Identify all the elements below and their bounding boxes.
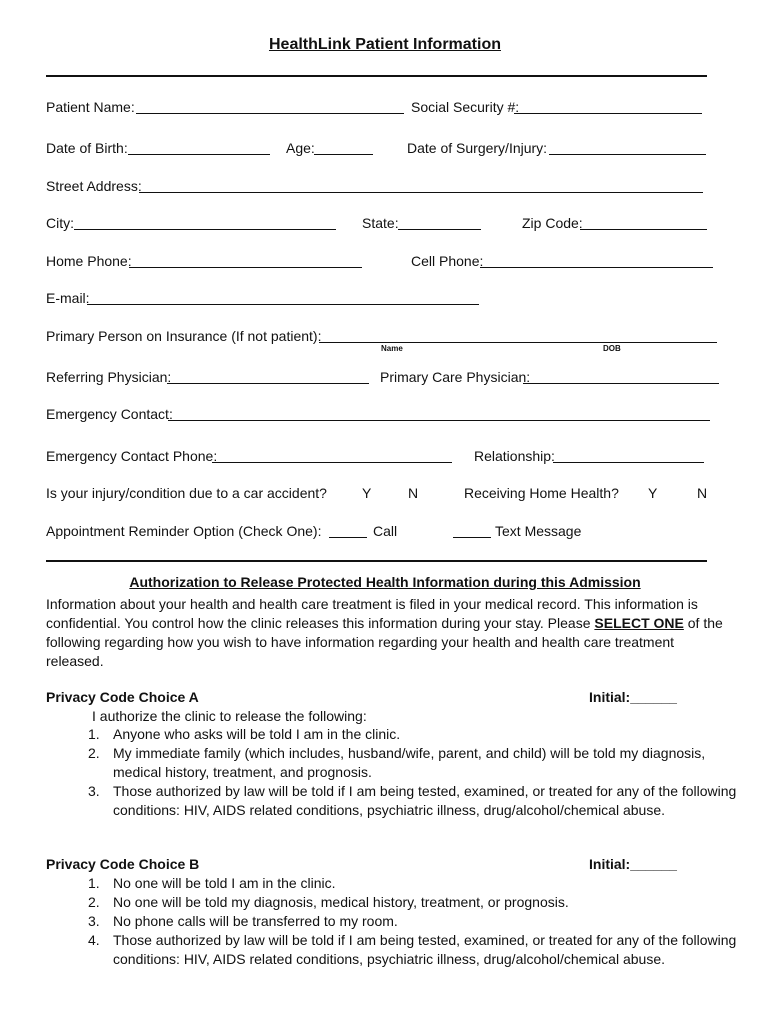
list-text: Those authorized by law will be told if I am being tested, examined, or treated for any of the following conditions: HIV, AIDS related conditions, psychiatric illness, drug/alcohol/chemical abuse.	[113, 783, 737, 818]
top-divider	[46, 75, 707, 77]
text-message-option-label: Text Message	[495, 523, 582, 539]
list-text: No phone calls will be transferred to my room.	[113, 913, 398, 929]
street-field[interactable]	[139, 192, 703, 193]
referring-physician-field[interactable]	[167, 383, 369, 384]
relationship-label: Relationship:	[474, 448, 555, 464]
email-field[interactable]	[87, 304, 479, 305]
emergency-contact-label: Emergency Contact:	[46, 406, 173, 422]
list-number: 1.	[88, 875, 100, 891]
list-item	[88, 874, 738, 893]
home-health-question: Receiving Home Health?	[464, 485, 619, 501]
date-surgery-field[interactable]	[549, 154, 706, 155]
primary-insurance-label: Primary Person on Insurance (If not patient):	[46, 328, 322, 344]
primary-care-label: Primary Care Physician:	[380, 369, 531, 385]
choice-a-list	[88, 725, 738, 820]
home-health-yes[interactable]: Y	[648, 485, 658, 501]
home-phone-label: Home Phone:	[46, 253, 132, 269]
list-text: No one will be told I am in the clinic.	[113, 875, 336, 891]
list-number: 2.	[88, 894, 100, 910]
call-checkbox[interactable]	[329, 537, 367, 538]
home-phone-field[interactable]	[129, 267, 362, 268]
list-text: Those authorized by law will be told if I am being tested, examined, or treated for any of the following conditions: HIV, AIDS related conditions, psychiatric illness, drug/alcohol/chemical abuse.	[113, 932, 737, 967]
age-label: Age:	[286, 140, 315, 156]
emergency-phone-field[interactable]	[212, 462, 452, 463]
authorization-title: Authorization to Release Protected Health Information during this Admission	[129, 574, 641, 590]
select-one-emphasis: SELECT ONE	[594, 615, 684, 631]
call-option-label: Call	[373, 523, 398, 539]
state-label: State:	[362, 215, 399, 231]
insurance-dob-sublabel: DOB	[603, 344, 621, 353]
ssn-label: Social Security #:	[411, 99, 520, 115]
zip-label: Zip Code:	[522, 215, 583, 231]
choice-b-list	[88, 874, 738, 969]
intro-text-1: Information about your health and health care treatment is filed in your medical record. This information is confidential. You control how the clinic releases this information during your stay. Please	[46, 596, 698, 631]
ssn-field[interactable]	[514, 113, 702, 114]
age-field[interactable]	[314, 154, 373, 155]
emergency-phone-label: Emergency Contact Phone:	[46, 448, 218, 464]
zip-field[interactable]	[580, 229, 707, 230]
email-label: E-mail:	[46, 290, 90, 306]
emergency-contact-field[interactable]	[168, 420, 710, 421]
city-field[interactable]	[74, 229, 336, 230]
page-title: HealthLink Patient Information	[268, 36, 501, 53]
list-number: 1.	[88, 726, 100, 742]
cell-phone-label: Cell Phone:	[411, 253, 484, 269]
insurance-name-sublabel: Name	[381, 344, 403, 353]
reminder-label: Appointment Reminder Option (Check One):	[46, 523, 322, 539]
choice-a-heading: Privacy Code Choice A	[46, 689, 199, 705]
list-number: 4.	[88, 932, 100, 948]
choice-b-initial[interactable]: Initial:______	[589, 856, 677, 872]
list-item	[88, 782, 738, 820]
list-text: No one will be told my diagnosis, medical history, treatment, or prognosis.	[113, 894, 569, 910]
intro-text-2: of the following regarding how you wish to have information regarding your health and health care treatment released.	[46, 615, 723, 669]
car-accident-yes[interactable]: Y	[362, 485, 372, 501]
cell-phone-field[interactable]	[480, 267, 713, 268]
text-message-checkbox[interactable]	[453, 537, 491, 538]
list-item	[88, 931, 738, 969]
list-text: Anyone who asks will be told I am in the clinic.	[113, 726, 401, 742]
list-number: 2.	[88, 745, 100, 761]
state-field[interactable]	[398, 229, 481, 230]
car-accident-question: Is your injury/condition due to a car accident?	[46, 485, 327, 501]
car-accident-no[interactable]: N	[408, 485, 419, 501]
primary-care-field[interactable]	[523, 383, 719, 384]
primary-insurance-field[interactable]	[319, 342, 717, 343]
date-surgery-label: Date of Surgery/Injury:	[407, 140, 548, 156]
city-label: City:	[46, 215, 74, 231]
patient-name-label: Patient Name:	[46, 99, 135, 115]
choice-a-initial[interactable]: Initial:______	[589, 689, 677, 705]
list-item	[88, 912, 738, 931]
list-number: 3.	[88, 913, 100, 929]
authorization-intro	[46, 595, 726, 671]
list-item	[88, 893, 738, 912]
street-label: Street Address:	[46, 178, 142, 194]
dob-label: Date of Birth:	[46, 140, 128, 156]
choice-a-lead: I authorize the clinic to release the following:	[92, 708, 367, 724]
choice-b-heading: Privacy Code Choice B	[46, 856, 200, 872]
list-number: 3.	[88, 783, 100, 799]
dob-field[interactable]	[128, 154, 270, 155]
home-health-no[interactable]: N	[697, 485, 708, 501]
referring-physician-label: Referring Physician:	[46, 369, 172, 385]
middle-divider	[46, 560, 707, 562]
patient-name-field[interactable]	[136, 113, 404, 114]
relationship-field[interactable]	[553, 462, 704, 463]
list-text: My immediate family (which includes, husband/wife, parent, and child) will be told my diagnosis, medical history, treatment, and prognosis.	[113, 745, 706, 780]
list-item	[88, 725, 738, 744]
list-item	[88, 744, 738, 782]
